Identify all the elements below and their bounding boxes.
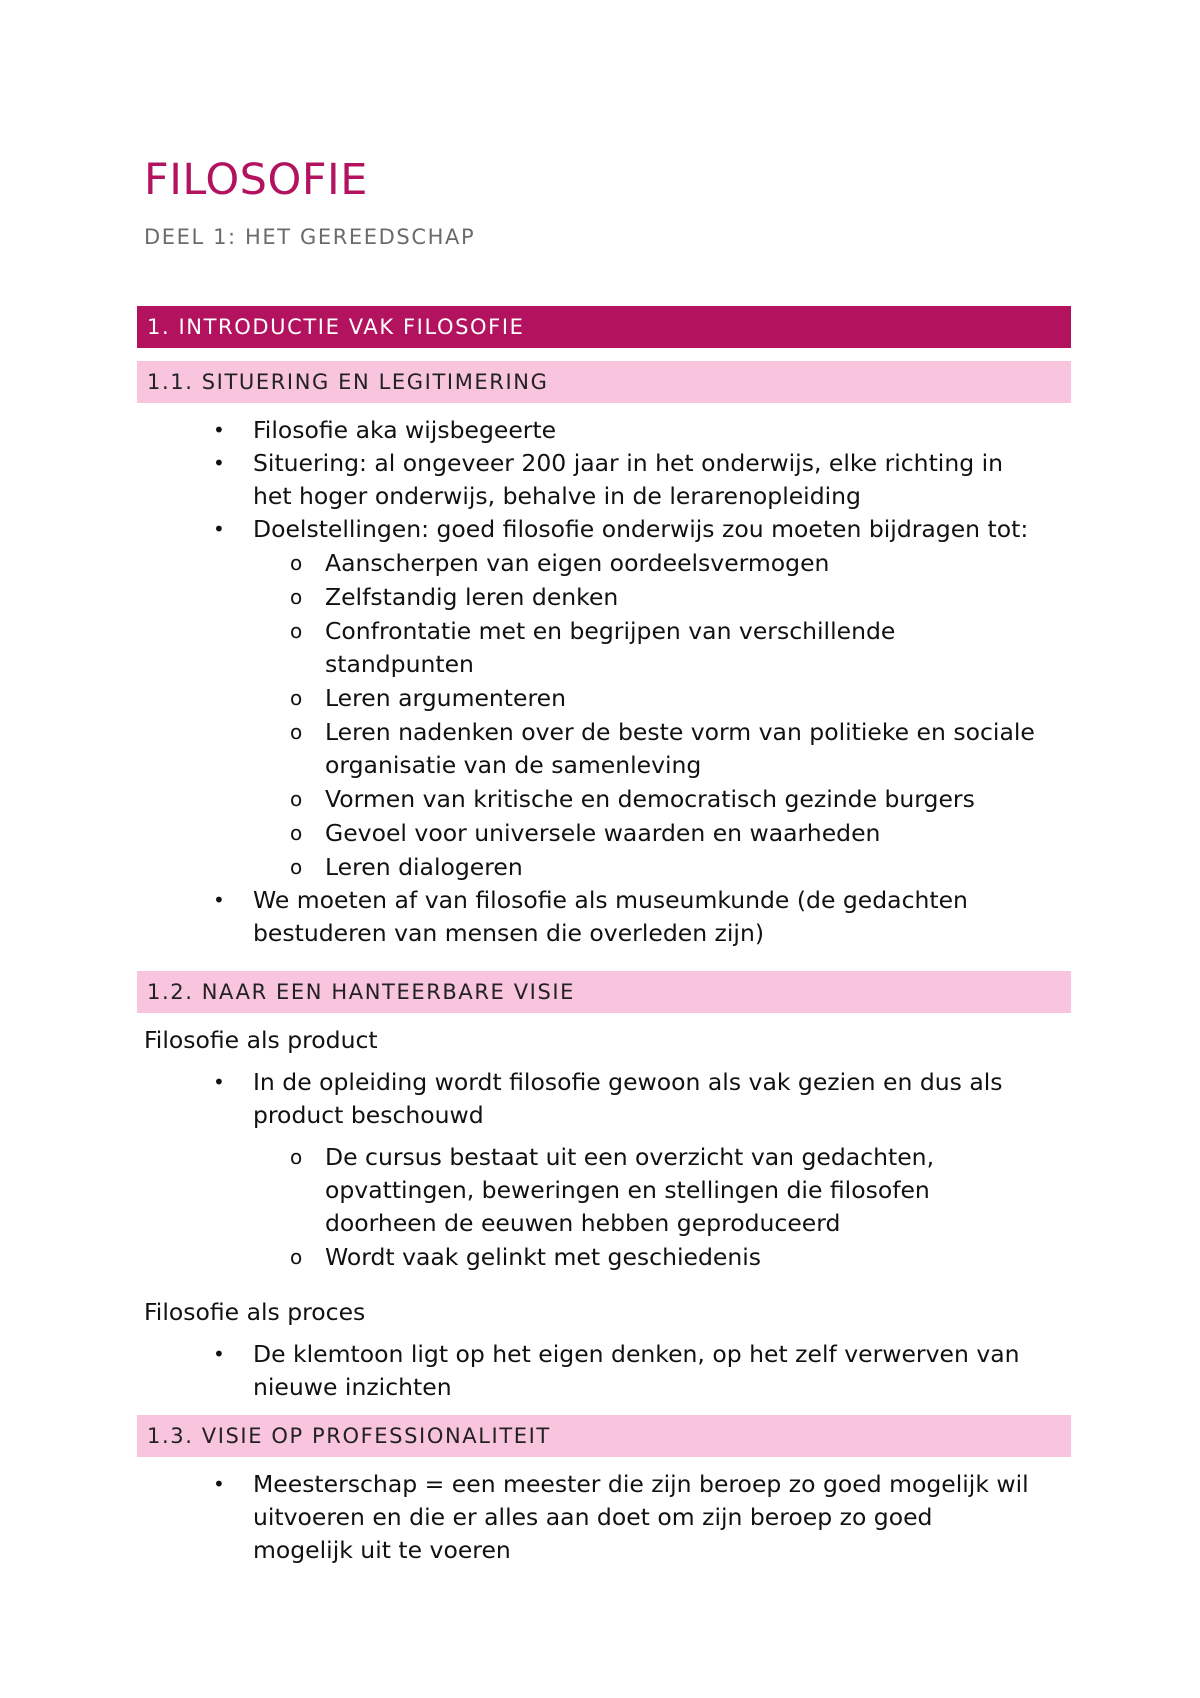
sub-list-item: Confrontatie met en begrijpen van verschillende bbox=[325, 617, 896, 645]
bullet-marker: • bbox=[213, 517, 225, 541]
document-title: FILOSOFIE bbox=[144, 155, 368, 205]
paragraph-label: Filosofie als product bbox=[144, 1026, 378, 1054]
sub-bullet-marker: o bbox=[290, 1145, 303, 1169]
chapter-heading: 1. INTRODUCTIE VAK FILOSOFIE bbox=[137, 306, 1071, 348]
bullet-marker: • bbox=[213, 451, 225, 475]
sub-list-item: Wordt vaak gelinkt met geschiedenis bbox=[325, 1243, 761, 1271]
sub-list-item: Zelfstandig leren denken bbox=[325, 583, 619, 611]
list-item: Filosofie aka wijsbegeerte bbox=[253, 416, 557, 444]
sub-list-item: De cursus bestaat uit een overzicht van gedachten, bbox=[325, 1143, 935, 1171]
sub-list-item: Gevoel voor universele waarden en waarheden bbox=[325, 819, 881, 847]
sub-list-item-continuation: doorheen de eeuwen hebben geproduceerd bbox=[325, 1209, 841, 1237]
sub-list-item-continuation: organisatie van de samenleving bbox=[325, 751, 702, 779]
section-heading-1-1: 1.1. SITUERING EN LEGITIMERING bbox=[137, 361, 1071, 403]
bullet-marker: • bbox=[213, 1472, 225, 1496]
section-heading-1-2: 1.2. NAAR EEN HANTEERBARE VISIE bbox=[137, 971, 1071, 1013]
sub-list-item: Vormen van kritische en democratisch gezinde burgers bbox=[325, 785, 975, 813]
sub-list-item: Leren nadenken over de beste vorm van politieke en sociale bbox=[325, 718, 1035, 746]
list-item: Doelstellingen: goed filosofie onderwijs zou moeten bijdragen tot: bbox=[253, 515, 1029, 543]
list-item-continuation: mogelijk uit te voeren bbox=[253, 1536, 511, 1564]
section-heading-1-3: 1.3. VISIE OP PROFESSIONALITEIT bbox=[137, 1415, 1071, 1457]
list-item: De klemtoon ligt op het eigen denken, op het zelf verwerven van bbox=[253, 1340, 1020, 1368]
list-item: In de opleiding wordt filosofie gewoon als vak gezien en dus als bbox=[253, 1068, 1003, 1096]
document-subtitle: DEEL 1: HET GEREEDSCHAP bbox=[144, 225, 476, 249]
sub-bullet-marker: o bbox=[290, 551, 303, 575]
bullet-marker: • bbox=[213, 888, 225, 912]
list-item: We moeten af van filosofie als museumkunde (de gedachten bbox=[253, 886, 968, 914]
list-item-continuation: het hoger onderwijs, behalve in de lerarenopleiding bbox=[253, 482, 861, 510]
sub-list-item-continuation: opvattingen, beweringen en stellingen die filosofen bbox=[325, 1176, 930, 1204]
sub-bullet-marker: o bbox=[290, 720, 303, 744]
list-item: Situering: al ongeveer 200 jaar in het onderwijs, elke richting in bbox=[253, 449, 1004, 477]
list-item-continuation: nieuwe inzichten bbox=[253, 1373, 452, 1401]
bullet-marker: • bbox=[213, 1070, 225, 1094]
sub-list-item-continuation: standpunten bbox=[325, 650, 474, 678]
sub-bullet-marker: o bbox=[290, 585, 303, 609]
sub-list-item: Leren dialogeren bbox=[325, 853, 523, 881]
sub-bullet-marker: o bbox=[290, 787, 303, 811]
sub-bullet-marker: o bbox=[290, 619, 303, 643]
list-item-continuation: uitvoeren en die er alles aan doet om zijn beroep zo goed bbox=[253, 1503, 933, 1531]
sub-list-item: Aanscherpen van eigen oordeelsvermogen bbox=[325, 549, 830, 577]
bullet-marker: • bbox=[213, 418, 225, 442]
sub-bullet-marker: o bbox=[290, 855, 303, 879]
sub-bullet-marker: o bbox=[290, 686, 303, 710]
paragraph-label: Filosofie als proces bbox=[144, 1298, 366, 1326]
sub-bullet-marker: o bbox=[290, 821, 303, 845]
list-item: Meesterschap = een meester die zijn beroep zo goed mogelijk wil bbox=[253, 1470, 1029, 1498]
list-item-continuation: bestuderen van mensen die overleden zijn) bbox=[253, 919, 765, 947]
list-item-continuation: product beschouwd bbox=[253, 1101, 484, 1129]
bullet-marker: • bbox=[213, 1342, 225, 1366]
sub-bullet-marker: o bbox=[290, 1245, 303, 1269]
sub-list-item: Leren argumenteren bbox=[325, 684, 566, 712]
